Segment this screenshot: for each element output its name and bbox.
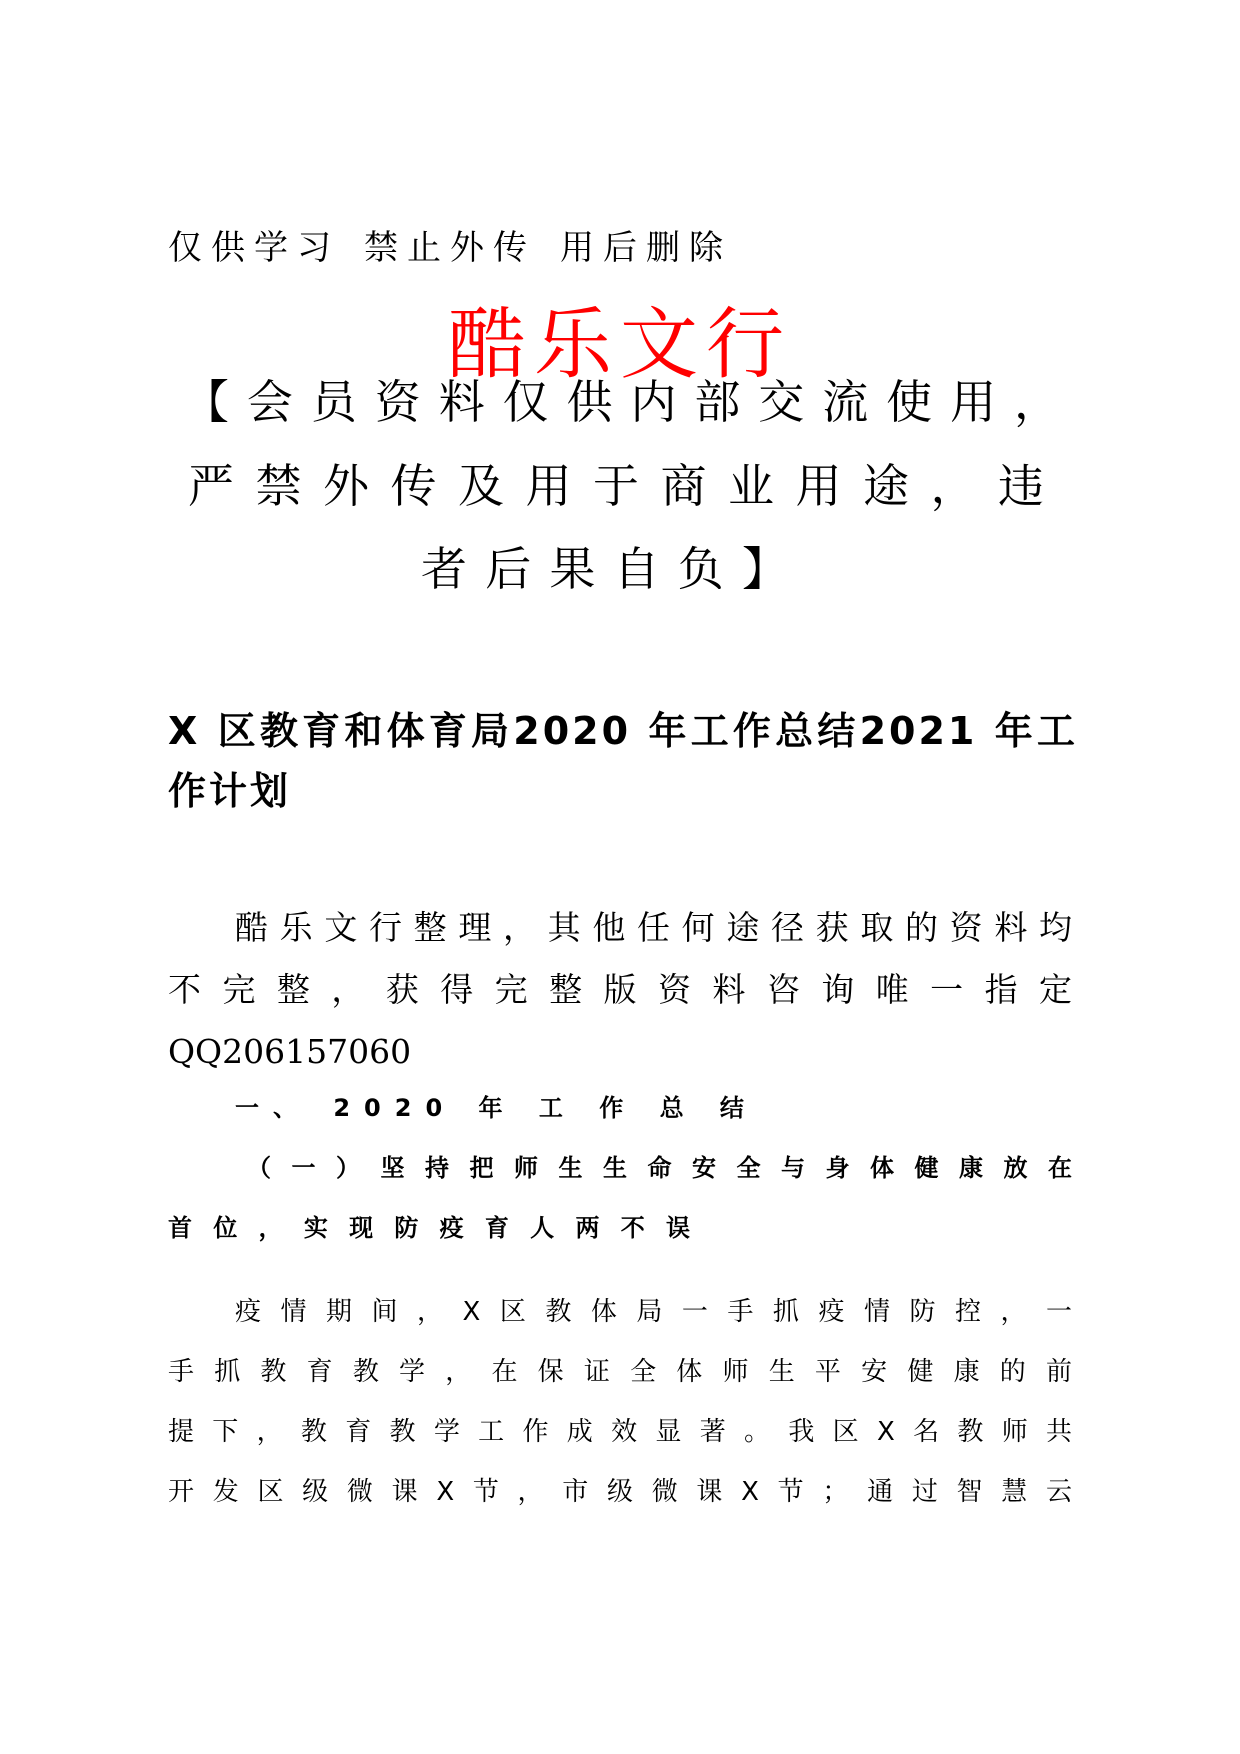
section-heading: 一、 2020 年 工 作 总 结 [235, 1094, 758, 1122]
usage-notice [168, 226, 756, 270]
body-line-1: 疫情期间，X区教体局一手抓疫情防控，一 [235, 1297, 1072, 1327]
member-notice-line-3: 者后果自负】 [421, 542, 788, 596]
subheading-line-2: 首位，实现防疫育人两不误 [168, 1214, 690, 1242]
notice-delete-after-use: 用后删除 [560, 228, 732, 268]
intro-line-2: 不完整，获得完整版资料咨询唯一指定 [168, 970, 1072, 1009]
body-line-3: 提下，教育教学工作成效显著。我区X名教师共 [168, 1417, 1072, 1447]
member-notice-line-1: 【会员资料仅供内部交流使用， [183, 375, 1060, 429]
notice-study-only: 仅供学习 [168, 228, 340, 268]
subheading-line-1: （一）坚持把师生生命安全与身体健康放在 [247, 1154, 1072, 1182]
notice-no-distribution: 禁止外传 [364, 228, 536, 268]
intro-line-1: 酷乐文行整理，其他任何途径获取的资料均 [235, 908, 1072, 947]
body-line-2: 手抓教育教学，在保证全体师生平安健康的前 [168, 1357, 1072, 1387]
member-notice-line-2: 严禁外传及用于商业用途，违 [188, 459, 1044, 513]
intro-qq-contact: QQ206157060 [168, 1032, 412, 1071]
brand-title: 酷乐文行 [447, 300, 792, 390]
body-line-4: 开发区级微课X节，市级微课X节；通过智慧云 [168, 1477, 1072, 1507]
document-title-line-2: 作计划 [168, 769, 292, 813]
document-title-line-1: X 区教育和体育局2020 年工作总结2021 年工 [168, 709, 1078, 753]
